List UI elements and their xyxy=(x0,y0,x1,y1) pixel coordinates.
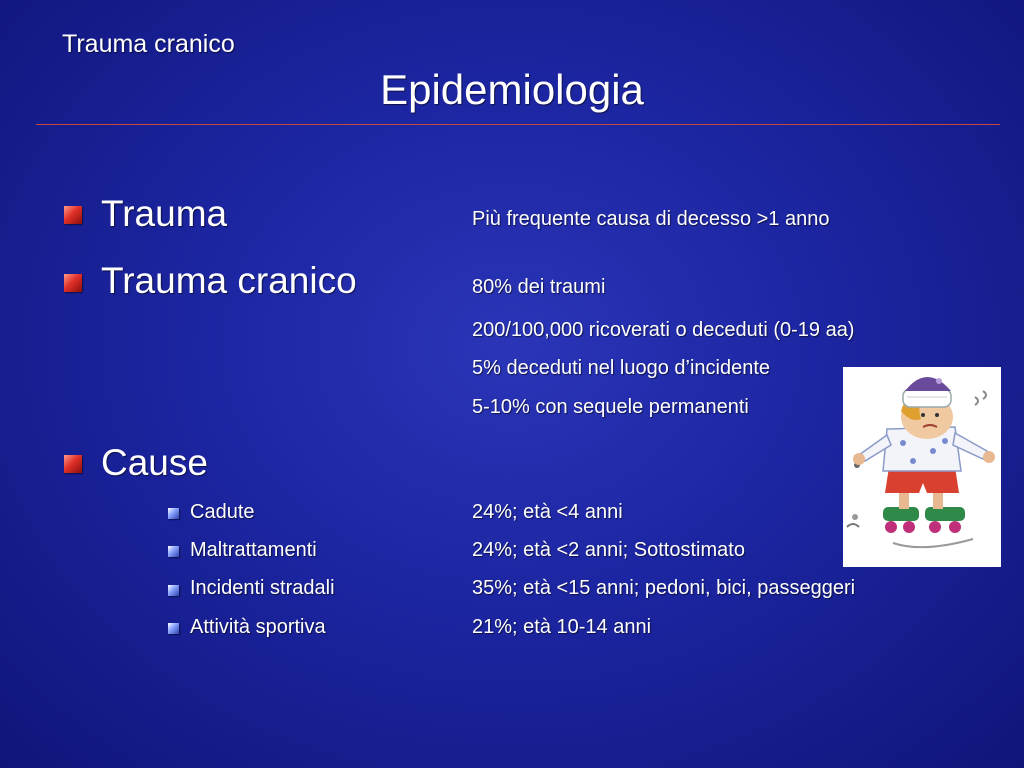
injured-child-skater-illustration xyxy=(843,367,1001,567)
bullet-detail-line: 80% dei traumi xyxy=(472,276,606,298)
blue-square-bullet-icon xyxy=(168,623,179,634)
bullet-label-trauma: Trauma xyxy=(101,193,228,234)
blue-square-bullet-icon xyxy=(168,508,179,519)
title-divider xyxy=(36,124,1000,125)
bullet-detail-line: 200/100,000 ricoverati o deceduti (0-19 aa) xyxy=(472,319,855,341)
sub-item-label: Attività sportiva xyxy=(190,616,326,638)
sub-item-label: Maltrattamenti xyxy=(190,539,317,561)
slide-title: Epidemiologia xyxy=(380,66,644,113)
sub-item-label: Incidenti stradali xyxy=(190,577,335,599)
sub-item-detail: 21%; età 10-14 anni xyxy=(472,616,652,638)
bullet-label-cause: Cause xyxy=(101,442,208,483)
bullet-detail-line: 5% deceduti nel luogo d’incidente xyxy=(472,357,770,379)
sub-item-detail: 24%; età <4 anni xyxy=(472,501,623,523)
red-square-bullet-icon xyxy=(64,455,82,473)
bullet-label-trauma-cranico: Trauma cranico xyxy=(101,260,357,301)
sub-item-detail: 24%; età <2 anni; Sottostimato xyxy=(472,539,745,561)
red-square-bullet-icon xyxy=(64,206,82,224)
sub-item-label: Cadute xyxy=(190,501,255,523)
bullet-detail-trauma: Più frequente causa di decesso >1 anno xyxy=(472,208,830,230)
blue-square-bullet-icon xyxy=(168,585,179,596)
slide-subtitle: Trauma cranico xyxy=(62,30,235,58)
sub-item-detail: 35%; età <15 anni; pedoni, bici, passeggeri xyxy=(472,577,856,599)
blue-square-bullet-icon xyxy=(168,546,179,557)
red-square-bullet-icon xyxy=(64,274,82,292)
bullet-detail-line: 5-10% con sequele permanenti xyxy=(472,396,749,418)
